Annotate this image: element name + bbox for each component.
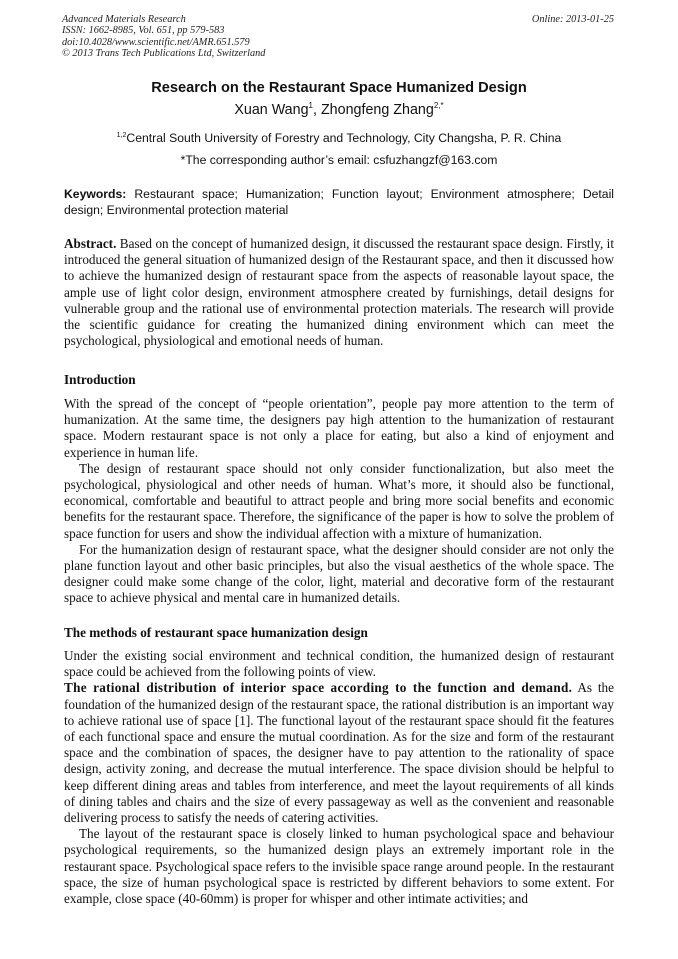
author-name: Zhongfeng Zhang <box>320 102 434 118</box>
author-list <box>0 102 678 118</box>
issn-line: ISSN: 1662-8985, Vol. 651, pp 579-583 <box>62 25 225 37</box>
abstract-text: Based on the concept of humanized design, it discussed the restaurant space design. Firstly, it introduced the general situation of humanized design of the Restaurant space, and then it discussed how to achieve the humanized design of restaurant space from the aspects of reasonable layout space, the ample use of light color design, environment atmosphere created by furnishings, detail designs for vulnerable group and the rational use of environmental protection materials. The research will provide the scientific guidance for creating the humanized dining environment which can meet the psychological, physiological and emotional needs of human. <box>64 236 614 349</box>
subsection-lead: The rational distribution of interior space according to the function and demand. <box>64 680 573 696</box>
copyright-line: © 2013 Trans Tech Publications Ltd, Switzerland <box>62 47 266 59</box>
section-heading-introduction: Introduction <box>64 372 136 387</box>
journal-name: Advanced Materials Research <box>62 14 186 25</box>
corresponding-email: *The corresponding author’s email: csfuzhangzf@163.com <box>180 153 498 167</box>
abstract <box>64 236 614 349</box>
subsection-text: As the foundation of the humanized design of the restaurant space, the rational distribution is an important way to achieve rational use of space [1]. The functional layout of the restaurant space should fit the features of each functional space and ensure the mutual coordination. As for the size and form of the restaurant space and the combination of spaces, the designer have to pay attention to the rationality of space design, activity zoning, and decrease the mutual interference. The space division should be helpful to keep different dining areas and tables from interference, and meet the layout requirements of all kinds of dining tables and chairs and the size of every passageway as well as the convenient and reasonable delivering process to satisfy the needs of catering activities. <box>64 680 615 826</box>
keywords <box>64 187 614 218</box>
online-date: Online: 2013-01-25 <box>531 14 614 25</box>
journal-header <box>62 14 265 59</box>
affiliation <box>0 131 678 145</box>
methods-body <box>64 648 614 907</box>
author-affiliation-mark: 2,* <box>433 101 444 110</box>
introduction-body <box>64 396 614 607</box>
author-separator: , <box>313 102 321 118</box>
paragraph: The design of restaurant space should not only consider functionalization, but also meet the psychological, physiological and other needs of human. What’s more, it should also be functional, economical, comfortable and beautiful to attract people and bring more social benefits and economic benefits for the restaurant space. Therefore, the significance of the paper is how to solve the problem of space function for users and show the individual affection with a mixture of humanization. <box>64 460 614 541</box>
affiliation-text: Central South University of Forestry and Technology, City Changsha, P. R. China <box>126 131 562 145</box>
author-affiliation-mark: 1 <box>308 101 313 110</box>
paragraph: Under the existing social environment and technical condition, the humanized design of restaurant space could be achieved from the following points of view. <box>64 648 614 680</box>
keywords-label: Keywords: <box>64 187 127 201</box>
affiliation-mark: 1,2 <box>116 132 127 139</box>
paper-title: Research on the Restaurant Space Humanized Design <box>151 80 527 96</box>
paragraph: For the humanization design of restaurant space, what the designer should consider are not only the plane function layout and other basic principles, but also the visual aesthetics of the whole space. The designer could make some change of the color, light, material and decorative form of the restaurant space to achieve physical and mental care in humanized details. <box>64 541 614 606</box>
subsection-paragraph <box>64 680 614 826</box>
paragraph: The layout of the restaurant space is closely linked to human psychological space and behaviour psychological requirements, so the humanized design plays an extremely important role in the restaurant space. Psychological space refers to the invisible space range around people. In the restaurant space, the size of human psychological space is restricted by different behaviors to some extent. For example, close space (40-60mm) is proper for whisper and other intimate activities; and <box>64 826 614 907</box>
abstract-label: Abstract. <box>64 236 117 251</box>
doi-line: doi:10.4028/www.scientific.net/AMR.651.579 <box>62 36 250 48</box>
author-name: Xuan Wang <box>234 102 309 118</box>
paragraph: With the spread of the concept of “people orientation”, people pay more attention to the term of humanization. At the same time, the designers pay high attention to the humanization of restaurant space. Modern restaurant space is not only a place for eating, but also a kind of enjoyment and experience in human life. <box>64 396 614 460</box>
keywords-text: Restaurant space; Humanization; Function layout; Environment atmosphere; Detail design; Environmental protection material <box>64 187 615 217</box>
section-heading-methods: The methods of restaurant space humanization design <box>64 625 368 640</box>
